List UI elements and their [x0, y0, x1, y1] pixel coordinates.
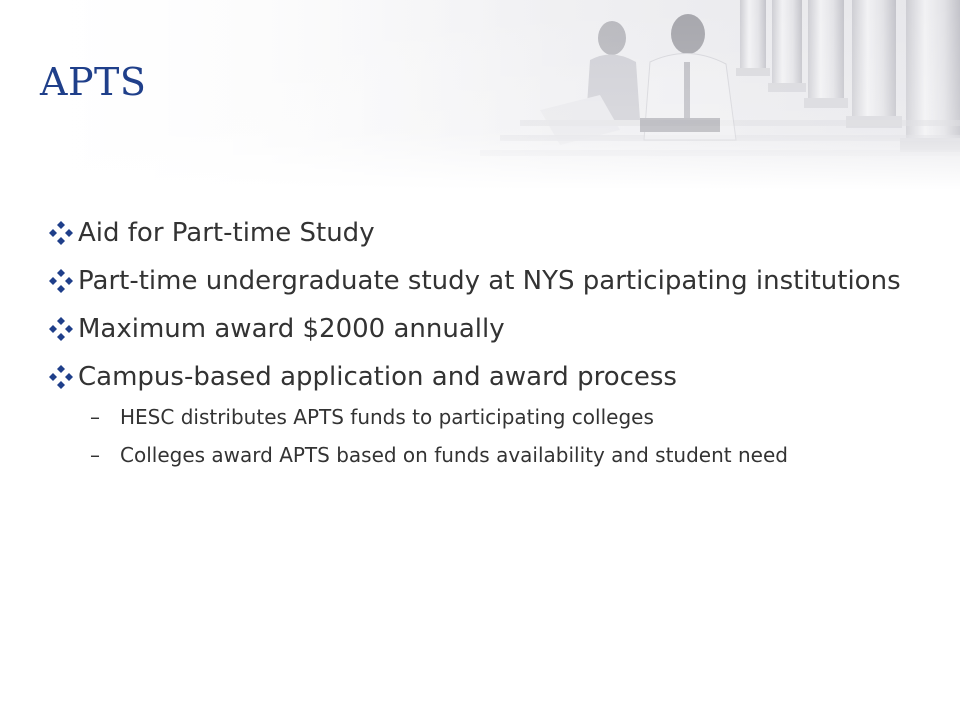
sub-bullet-text: HESC distributes APTS funds to participating colleges — [120, 405, 654, 429]
bullet-text: Maximum award $2000 annually — [78, 314, 505, 344]
bullet-text: Aid for Part-time Study — [78, 218, 375, 248]
dash-marker: – — [90, 405, 100, 429]
diamond-bullet-icon — [48, 316, 74, 342]
bullet-text: Part-time undergraduate study at NYS participating institutions — [78, 266, 901, 296]
bullet-text: Campus-based application and award process — [78, 362, 677, 392]
sub-bullet-item — [48, 442, 908, 468]
dash-marker: – — [90, 443, 100, 467]
slide-title: APTS — [40, 60, 147, 104]
sub-bullet-list — [48, 404, 908, 468]
bullet-list — [48, 216, 908, 480]
bullet-item — [48, 264, 908, 298]
bullet-item — [48, 216, 908, 250]
diamond-bullet-icon — [48, 268, 74, 294]
sub-bullet-text: Colleges award APTS based on funds availability and student need — [120, 443, 788, 467]
sub-bullet-item — [48, 404, 908, 430]
bullet-item — [48, 360, 908, 394]
diamond-bullet-icon — [48, 220, 74, 246]
bullet-item — [48, 312, 908, 346]
diamond-bullet-icon — [48, 364, 74, 390]
